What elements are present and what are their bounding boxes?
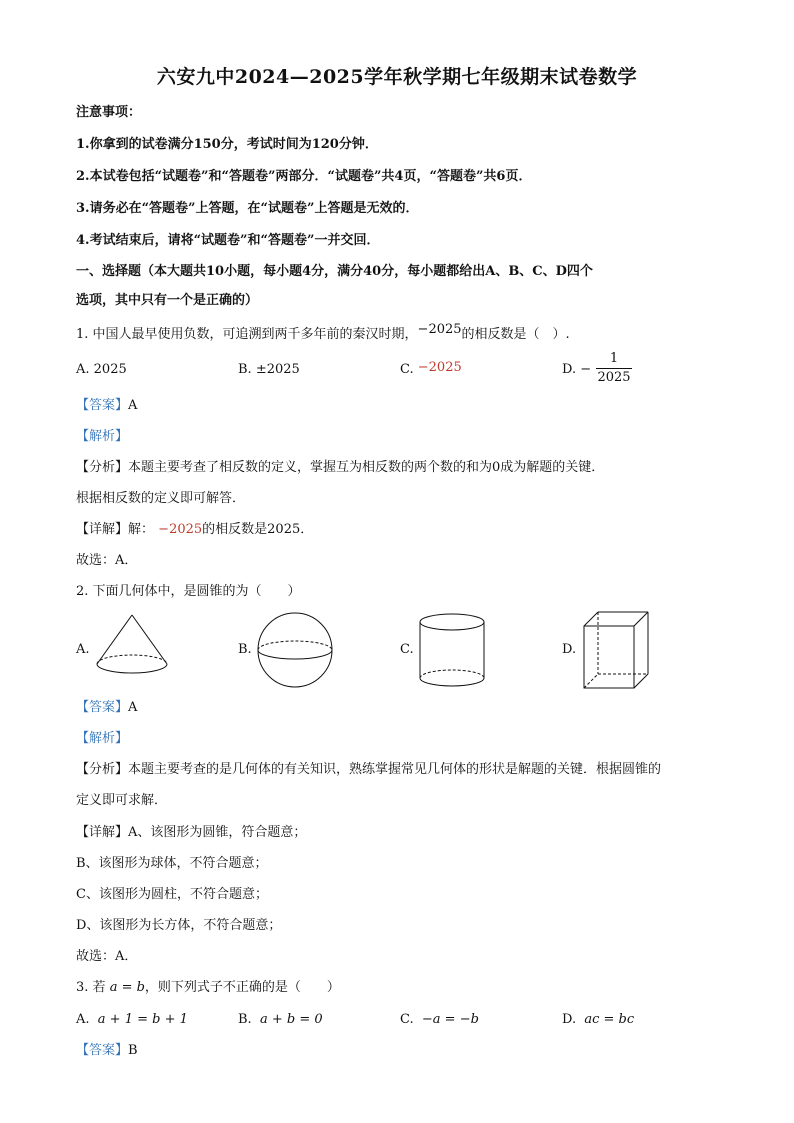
q3-option-b xyxy=(238,1011,323,1029)
section-heading-line2: 选项，其中只有一个是正确的） xyxy=(76,293,259,308)
analysis-head: 【分析】 xyxy=(76,460,129,475)
option-label: A. xyxy=(76,1012,90,1027)
answer-value: B xyxy=(128,1043,138,1058)
page-title: 六安九中2024—2025学年秋学期七年级期末试卷数学 xyxy=(156,66,638,88)
q3-stem xyxy=(76,979,340,997)
q3-stem-tail: ，则下列式子不正确的是（ ） xyxy=(144,980,340,995)
q2-label-c: C. xyxy=(400,642,414,657)
q1-stem-text: 1. 中国人最早使用负数，可追溯到两千多年前的秦汉时期， xyxy=(76,327,418,342)
detail-tail: 的相反数是2025． xyxy=(202,522,314,537)
option-expr: a + 1 = b + 1 xyxy=(97,1012,188,1027)
q3-answer xyxy=(76,1042,138,1060)
q1-choose: 故选：A． xyxy=(76,553,138,568)
section-heading-line1: 一、选择题（本大题共10小题，每小题4分，满分40分，每小题都给出A、B、C、D四个 xyxy=(76,264,593,279)
q1-analysis xyxy=(76,459,604,477)
analysis-head: 【分析】 xyxy=(76,762,129,777)
q2-label-d: D. xyxy=(562,642,577,657)
q2-detail-b: B、该图形为球体，不符合题意； xyxy=(76,856,268,871)
detail-value: −2025 xyxy=(158,522,203,537)
detail-head: 【详解】 xyxy=(76,825,129,840)
notice-heading: 注意事项： xyxy=(76,105,142,120)
q1-option-c-label: C. xyxy=(400,362,414,377)
q2-answer xyxy=(76,699,137,717)
q2-label-a: A. xyxy=(76,642,90,657)
q1-stem-value: −2025 xyxy=(417,322,462,337)
q2-detail xyxy=(76,824,306,842)
q1-detail xyxy=(76,521,313,539)
notice-item: 2.本试卷包括“试题卷”和“答题卷”两部分．“试题卷”共4页，“答题卷”共6页． xyxy=(76,169,532,184)
q1-option-d-label: D. − xyxy=(562,362,592,377)
option-label: B. xyxy=(238,1012,252,1027)
cylinder-icon xyxy=(418,612,490,692)
option-expr: a + b = 0 xyxy=(259,1012,323,1027)
q2-detail-d: D、该图形为长方体，不符合题意； xyxy=(76,918,282,933)
q3-stem-expr: a = b xyxy=(109,980,145,995)
q1-stem-tail: 的相反数是（ ）. xyxy=(461,327,570,342)
answer-tag: 【答案】 xyxy=(76,398,129,413)
answer-tag: 【答案】 xyxy=(76,1043,129,1058)
q1-option-c-value: −2025 xyxy=(417,360,462,375)
option-label: D. xyxy=(562,1012,577,1027)
option-expr: −a = −b xyxy=(421,1012,479,1027)
q2-analysis-tag: 【解析】 xyxy=(76,731,129,746)
analysis-text: 本题主要考查的是几何体的有关知识，熟练掌握常见几何体的形状是解题的关键．根据圆锥的 xyxy=(128,762,662,777)
fraction-bar xyxy=(596,368,632,369)
q2-analysis-2: 定义即可求解． xyxy=(76,793,168,808)
q1-answer xyxy=(76,397,137,415)
fraction-denominator: 2025 xyxy=(597,370,631,385)
sphere-icon xyxy=(255,612,335,692)
q3-option-c xyxy=(400,1011,479,1029)
q2-choose: 故选：A． xyxy=(76,949,138,964)
q1-analysis-tag: 【解析】 xyxy=(76,429,129,444)
notice-item: 3.请务必在“答题卷”上答题，在“试题卷”上答题是无效的． xyxy=(76,201,419,216)
answer-value: A xyxy=(128,700,138,715)
q2-stem: 2. 下面几何体中，是圆锥的为（ ） xyxy=(76,584,301,599)
q1-stem xyxy=(76,322,570,344)
cuboid-icon xyxy=(582,610,652,690)
q3-option-a xyxy=(76,1011,188,1029)
detail-text: 解： xyxy=(128,522,155,537)
notice-item: 1.你拿到的试卷满分150分，考试时间为120分钟． xyxy=(76,137,378,152)
q1-option-b: B. ±2025 xyxy=(238,362,300,377)
q2-analysis xyxy=(76,761,661,779)
detail-text: A、该图形为圆锥，符合题意； xyxy=(128,825,307,840)
q1-option-a: A. 2025 xyxy=(76,362,127,377)
option-expr: ac = bc xyxy=(584,1012,635,1027)
q1-option-c xyxy=(400,361,462,379)
detail-head: 【详解】 xyxy=(76,522,129,537)
notice-item: 4.考试结束后，请将“试题卷”和“答题卷”一并交回． xyxy=(76,233,380,248)
option-label: C. xyxy=(400,1012,414,1027)
cone-icon xyxy=(92,612,172,692)
answer-value: A xyxy=(128,398,138,413)
q1-option-d-fraction xyxy=(596,351,632,386)
q2-label-b: B. xyxy=(238,642,252,657)
q1-analysis-2: 根据相反数的定义即可解答． xyxy=(76,491,246,506)
answer-tag: 【答案】 xyxy=(76,700,129,715)
q2-detail-c: C、该图形为圆柱，不符合题意； xyxy=(76,887,268,902)
analysis-text: 本题主要考查了相反数的定义，掌握互为相反数的两个数的和为0成为解题的关键． xyxy=(128,460,605,475)
q3-option-d xyxy=(562,1011,634,1029)
q3-stem-text: 3. 若 xyxy=(76,980,106,995)
fraction-numerator: 1 xyxy=(609,351,619,366)
